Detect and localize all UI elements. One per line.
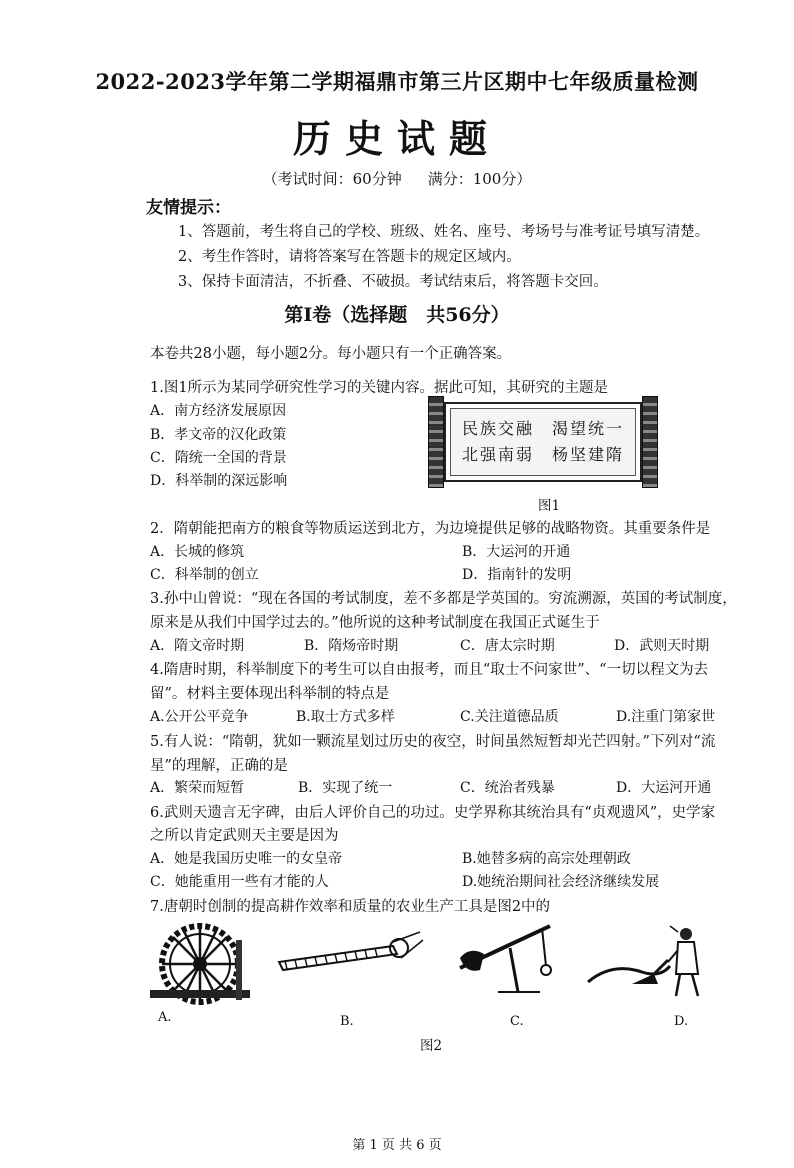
q4-stem-line: 4.隋唐时期，科举制度下的考生可以自由报考，而且“取士不问家世”、“一切以程文为去 <box>150 662 709 678</box>
q5-stem-line: 5.有人说：“隋朝，犹如一颗流星划过历史的夜空，时间虽然短暂却光芒四射。”下列对“流 <box>150 734 716 750</box>
q2-option-a: A．长城的修筑 <box>150 544 245 560</box>
q1-option-a: A．南方经济发展原因 <box>150 403 287 419</box>
q4-option-c: C.关注道德品质 <box>460 709 559 725</box>
q5-option-a: A．繁荣而短暂 <box>150 780 245 796</box>
section-instructions: 本卷共28小题，每小题2分。每小题只有一个正确答案。 <box>150 346 512 362</box>
waterwheel-illustration <box>148 920 258 1010</box>
q2-stem: 2．隋朝能把南方的粮食等物质运送到北方，为边境提供足够的战略物资。其重要条件是 <box>150 521 711 537</box>
lever-tool-illustration <box>450 918 560 998</box>
q7-stem: 7.唐朝时创制的提高耕作效率和质量的农业生产工具是图2中的 <box>150 899 551 915</box>
q1-stem: 1.图1所示为某同学研究性学习的关键内容。据此可知，其研究的主题是 <box>150 380 609 396</box>
q5-option-b: B．实现了统一 <box>298 780 393 796</box>
q3-stem-line: 3.孙中山曾说：“现在各国的考试制度，差不多都是学英国的。穷流溯源，英国的考试制度， <box>150 591 737 607</box>
figure-1-line: 民族交融 渴望统一 <box>461 419 624 438</box>
q4-option-b: B.取士方式多样 <box>296 709 395 725</box>
q1-option-c: C．隋统一全国的背景 <box>150 450 287 466</box>
section-heading: 第Ⅰ卷（选择题 共56分） <box>284 304 510 326</box>
q3-stem-line: 原来是从我们中国学过去的。”他所说的这种考试制度在我国正式诞生于 <box>150 615 600 631</box>
tip-item: 3、保持卡面清洁，不折叠、不破损。考试结束后，将答题卡交回。 <box>178 274 608 290</box>
time-info: （考试时间：60分钟 <box>262 170 402 188</box>
tip-item: 2、考生作答时，请将答案写在答题卡的规定区域内。 <box>178 249 521 265</box>
tip-item: 1、答题前，考生将自己的学校、班级、姓名、座号、考场号与准考证号填写清楚。 <box>178 224 710 240</box>
q5-option-c: C．统治者残暴 <box>460 780 555 796</box>
tips-heading: 友情提示： <box>146 198 231 218</box>
q5-stem-line: 星”的理解，正确的是 <box>150 758 288 774</box>
q6-stem-line: 6.武则天遗言无字碑，由后人评价自己的功过。史学界称其统治具有“贞观遗风”，史学家 <box>150 805 716 821</box>
q2-option-c: C．科举制的创立 <box>150 567 259 583</box>
q7-tool-label-a: A. <box>158 1010 172 1025</box>
subject-title: 历史试题 <box>292 116 501 161</box>
q3-option-b: B．隋炀帝时期 <box>304 638 399 654</box>
q6-stem-line: 之所以肯定武则天主要是因为 <box>150 828 339 844</box>
q4-option-d: D.注重门第家世 <box>616 709 716 725</box>
figure-1-scroll <box>428 396 658 488</box>
q5-option-d: D．大运河开通 <box>616 780 712 796</box>
exam-title: 2022-2023学年第二学期福鼎市第三片区期中七年级质量检测 <box>95 69 699 94</box>
page-number: 第 1 页 共 6 页 <box>352 1138 442 1153</box>
figure-2-caption: 图2 <box>420 1038 443 1054</box>
exam-info <box>0 168 794 189</box>
q4-option-a: A.公开公平竞争 <box>150 709 249 725</box>
q4-stem-line: 留”。材料主要体现出科举制的特点是 <box>150 686 390 702</box>
score-info: 满分：100分） <box>427 170 532 188</box>
q3-option-d: D．武则天时期 <box>614 638 710 654</box>
dragon-bone-pump-illustration <box>275 928 425 988</box>
q2-option-b: B．大运河的开通 <box>462 544 571 560</box>
q7-tool-label-d: D. <box>674 1014 689 1029</box>
q1-option-b: B．孝文帝的汉化政策 <box>150 427 287 443</box>
figure-1-line: 北强南弱 杨坚建隋 <box>461 445 624 464</box>
curved-plow-illustration <box>582 922 712 1002</box>
q2-option-d: D．指南针的发明 <box>462 567 572 583</box>
q6-option-d: D.她统治期间社会经济继续发展 <box>462 874 660 890</box>
q3-option-c: C．唐太宗时期 <box>460 638 555 654</box>
scroll-rod-left <box>428 396 444 488</box>
q6-option-c: C．她能重用一些有才能的人 <box>150 874 329 890</box>
figure-1-caption: 图1 <box>538 498 561 514</box>
q7-tool-label-b: B. <box>340 1014 354 1029</box>
q6-option-a: A．她是我国历史唯一的女皇帝 <box>150 851 343 867</box>
scroll-rod-right <box>642 396 658 488</box>
q7-tool-label-c: C. <box>510 1014 524 1029</box>
q1-option-d: D．科举制的深远影响 <box>150 473 288 489</box>
q6-option-b: B.她替多病的高宗处理朝政 <box>462 851 631 867</box>
q3-option-a: A．隋文帝时期 <box>150 638 245 654</box>
